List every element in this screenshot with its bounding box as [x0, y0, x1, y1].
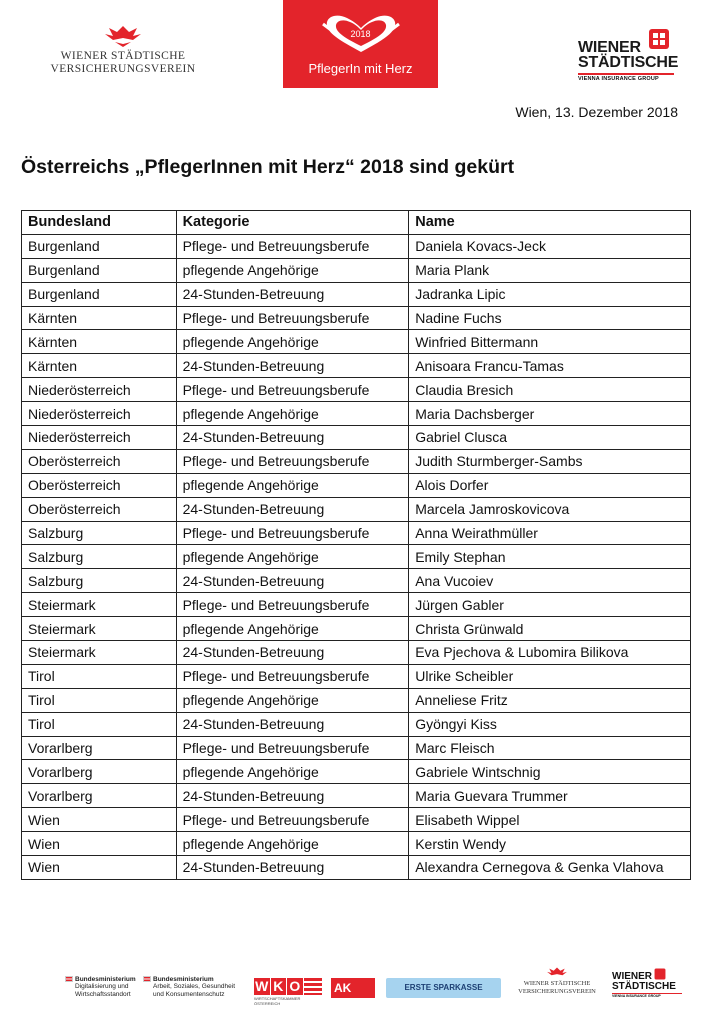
footer-wsv-line-2: VERSICHERUNGSVEREIN	[518, 987, 596, 995]
cell-bundesland: Oberösterreich	[22, 473, 177, 497]
table-row	[22, 664, 691, 688]
footer-wsv-line-1: WIENER STÄDTISCHE	[523, 980, 591, 987]
cell-kategorie: pflegende Angehörige	[176, 832, 409, 856]
footer-ws-subline: VIENNA INSURANCE GROUP	[612, 993, 682, 998]
cell-bundesland: Tirol	[22, 664, 177, 688]
cell-bundesland: Kärnten	[22, 354, 177, 378]
cell-name: Kerstin Wendy	[409, 832, 691, 856]
cell-name: Nadine Fuchs	[409, 306, 691, 330]
wko-stripes-icon	[304, 978, 322, 995]
cell-name: Judith Sturmberger-Sambs	[409, 449, 691, 473]
cell-bundesland: Tirol	[22, 712, 177, 736]
winners-table	[21, 210, 691, 880]
cell-bundesland: Burgenland	[22, 282, 177, 306]
table-row	[22, 234, 691, 258]
cell-kategorie: pflegende Angehörige	[176, 688, 409, 712]
table-row	[22, 856, 691, 880]
cell-name: Anneliese Fritz	[409, 688, 691, 712]
table-row	[22, 306, 691, 330]
cell-bundesland: Oberösterreich	[22, 449, 177, 473]
wko-letter-o: O	[287, 978, 303, 995]
cell-kategorie: 24-Stunden-Betreuung	[176, 712, 409, 736]
eagle-icon	[546, 966, 568, 980]
cell-bundesland: Wien	[22, 832, 177, 856]
cell-name: Marcela Jamroskovicova	[409, 497, 691, 521]
cell-kategorie: Pflege- und Betreuungsberufe	[176, 808, 409, 832]
wsv-logo-line-1: WIENER STÄDTISCHE	[60, 50, 186, 62]
cell-name: Jadranka Lipic	[409, 282, 691, 306]
cell-name: Maria Guevara Trummer	[409, 784, 691, 808]
cell-bundesland: Oberösterreich	[22, 497, 177, 521]
cell-bundesland: Kärnten	[22, 330, 177, 354]
cell-bundesland: Wien	[22, 856, 177, 880]
table-row	[22, 402, 691, 426]
cell-bundesland: Salzburg	[22, 569, 177, 593]
table-row	[22, 258, 691, 282]
wsv-logo-line-2: VERSICHERUNGSVEREIN	[50, 63, 196, 75]
cell-bundesland: Niederösterreich	[22, 378, 177, 402]
cell-bundesland: Burgenland	[22, 258, 177, 282]
table-row	[22, 760, 691, 784]
cell-kategorie: pflegende Angehörige	[176, 473, 409, 497]
ministry-1-head: Bundesministerium	[75, 976, 136, 983]
cell-kategorie: 24-Stunden-Betreuung	[176, 784, 409, 808]
ak-subtext: Österreich	[334, 1008, 358, 1014]
cell-kategorie: 24-Stunden-Betreuung	[176, 497, 409, 521]
erste-sparkasse-logo: ERSTE SPARKASSE	[386, 978, 501, 998]
table-row	[22, 545, 691, 569]
ws-name-line-2: STÄDTISCHE	[578, 54, 679, 71]
table-row	[22, 378, 691, 402]
cell-name: Christa Grünwald	[409, 617, 691, 641]
cell-name: Elisabeth Wippel	[409, 808, 691, 832]
footer-ws-name-2: STÄDTISCHE	[612, 981, 676, 992]
cell-kategorie: 24-Stunden-Betreuung	[176, 354, 409, 378]
cell-bundesland: Vorarlberg	[22, 760, 177, 784]
cell-kategorie: Pflege- und Betreuungsberufe	[176, 736, 409, 760]
ws-crest-icon	[654, 968, 666, 980]
table-row	[22, 784, 691, 808]
ministry-1-line-1: Digitalisierung und	[75, 983, 129, 991]
table-row	[22, 593, 691, 617]
cell-name: Emily Stephan	[409, 545, 691, 569]
table-row	[22, 641, 691, 665]
cell-kategorie: pflegende Angehörige	[176, 617, 409, 641]
column-header-kategorie: Kategorie	[176, 211, 409, 235]
cell-name: Anisoara Francu-Tamas	[409, 354, 691, 378]
cell-bundesland: Burgenland	[22, 234, 177, 258]
column-header-name: Name	[409, 211, 691, 235]
table-row	[22, 282, 691, 306]
table-row	[22, 736, 691, 760]
cell-name: Anna Weirathmüller	[409, 521, 691, 545]
ministry-social-logo	[143, 976, 235, 998]
table-row	[22, 354, 691, 378]
table-row	[22, 330, 691, 354]
cell-kategorie: 24-Stunden-Betreuung	[176, 426, 409, 450]
cell-kategorie: Pflege- und Betreuungsberufe	[176, 234, 409, 258]
wko-letter-k: K	[271, 978, 287, 995]
austria-flag-icon	[65, 976, 73, 982]
ak-text: AK	[334, 981, 352, 995]
cell-kategorie: 24-Stunden-Betreuung	[176, 641, 409, 665]
table-row	[22, 712, 691, 736]
footer-ws-logo	[612, 972, 682, 998]
table-row	[22, 688, 691, 712]
cell-bundesland: Salzburg	[22, 545, 177, 569]
cell-name: Eva Pjechova & Lubomira Bilikova	[409, 641, 691, 665]
wko-logo	[254, 978, 322, 1006]
wko-letter-w: W	[255, 978, 269, 994]
document-title: Österreichs „PflegerInnen mit Herz“ 2018 sind gekürt	[21, 156, 515, 178]
cell-kategorie: pflegende Angehörige	[176, 760, 409, 784]
ministry-2-line-2: und Konsumentenschutz	[153, 990, 225, 998]
cell-bundesland: Steiermark	[22, 593, 177, 617]
wsv-logo	[38, 24, 208, 76]
table-header-row	[22, 211, 691, 235]
cell-kategorie: Pflege- und Betreuungsberufe	[176, 378, 409, 402]
cell-kategorie: Pflege- und Betreuungsberufe	[176, 449, 409, 473]
cell-kategorie: Pflege- und Betreuungsberufe	[176, 306, 409, 330]
ak-logo	[331, 978, 375, 1014]
cell-kategorie: 24-Stunden-Betreuung	[176, 856, 409, 880]
cell-name: Ulrike Scheibler	[409, 664, 691, 688]
ministry-2-head: Bundesministerium	[153, 976, 214, 983]
cell-name: Daniela Kovacs-Jeck	[409, 234, 691, 258]
table-row	[22, 497, 691, 521]
cell-name: Gyöngyi Kiss	[409, 712, 691, 736]
column-header-bundesland: Bundesland	[22, 211, 177, 235]
footer-ws-name-1: WIENER	[612, 971, 652, 982]
cell-bundesland: Vorarlberg	[22, 784, 177, 808]
table-row	[22, 569, 691, 593]
document-date: Wien, 13. Dezember 2018	[515, 104, 678, 120]
cell-kategorie: 24-Stunden-Betreuung	[176, 569, 409, 593]
table-row	[22, 808, 691, 832]
cell-bundesland: Steiermark	[22, 617, 177, 641]
cell-name: Claudia Bresich	[409, 378, 691, 402]
cell-bundesland: Vorarlberg	[22, 736, 177, 760]
table-row	[22, 832, 691, 856]
cell-bundesland: Niederösterreich	[22, 426, 177, 450]
cell-name: Marc Fleisch	[409, 736, 691, 760]
table-row	[22, 473, 691, 497]
cell-name: Jürgen Gabler	[409, 593, 691, 617]
cell-kategorie: Pflege- und Betreuungsberufe	[176, 593, 409, 617]
austria-flag-icon	[143, 976, 151, 982]
cell-bundesland: Tirol	[22, 688, 177, 712]
cell-kategorie: 24-Stunden-Betreuung	[176, 282, 409, 306]
cell-name: Alexandra Cernegova & Genka Vlahova	[409, 856, 691, 880]
table-row	[22, 426, 691, 450]
table-body	[22, 234, 691, 879]
pflegerin-mit-herz-badge	[283, 0, 438, 88]
cell-name: Maria Plank	[409, 258, 691, 282]
eagle-icon	[103, 24, 143, 48]
cell-bundesland: Niederösterreich	[22, 402, 177, 426]
table-row	[22, 521, 691, 545]
badge-caption: PflegerIn mit Herz	[308, 61, 413, 76]
cell-name: Maria Dachsberger	[409, 402, 691, 426]
cell-kategorie: Pflege- und Betreuungsberufe	[176, 521, 409, 545]
cell-kategorie: pflegende Angehörige	[176, 545, 409, 569]
ws-subline: VIENNA INSURANCE GROUP	[578, 73, 674, 82]
cell-bundesland: Salzburg	[22, 521, 177, 545]
cell-bundesland: Wien	[22, 808, 177, 832]
footer-wsv-logo	[512, 966, 602, 995]
cell-name: Gabriele Wintschnig	[409, 760, 691, 784]
ministry-1-line-2: Wirtschaftsstandort	[75, 990, 131, 998]
cell-name: Ana Vucoiev	[409, 569, 691, 593]
table-row	[22, 617, 691, 641]
cell-name: Alois Dorfer	[409, 473, 691, 497]
cell-kategorie: pflegende Angehörige	[176, 402, 409, 426]
cell-kategorie: pflegende Angehörige	[176, 330, 409, 354]
badge-year: 2018	[350, 29, 371, 39]
ws-crest-icon	[648, 28, 670, 50]
cell-name: Winfried Bittermann	[409, 330, 691, 354]
cell-bundesland: Steiermark	[22, 641, 177, 665]
table-row	[22, 449, 691, 473]
wko-subline: WIRTSCHAFTSKAMMER ÖSTERREICH	[254, 996, 301, 1006]
cell-kategorie: Pflege- und Betreuungsberufe	[176, 664, 409, 688]
ministry-digital-logo	[65, 976, 136, 998]
cell-kategorie: pflegende Angehörige	[176, 258, 409, 282]
wiener-staedtische-logo	[578, 30, 688, 82]
sponsor-footer	[0, 966, 715, 1016]
ws-name-line-1: WIENER	[578, 39, 641, 56]
cell-bundesland: Kärnten	[22, 306, 177, 330]
ministry-2-line-1: Arbeit, Soziales, Gesundheit	[153, 983, 236, 991]
cell-name: Gabriel Clusca	[409, 426, 691, 450]
